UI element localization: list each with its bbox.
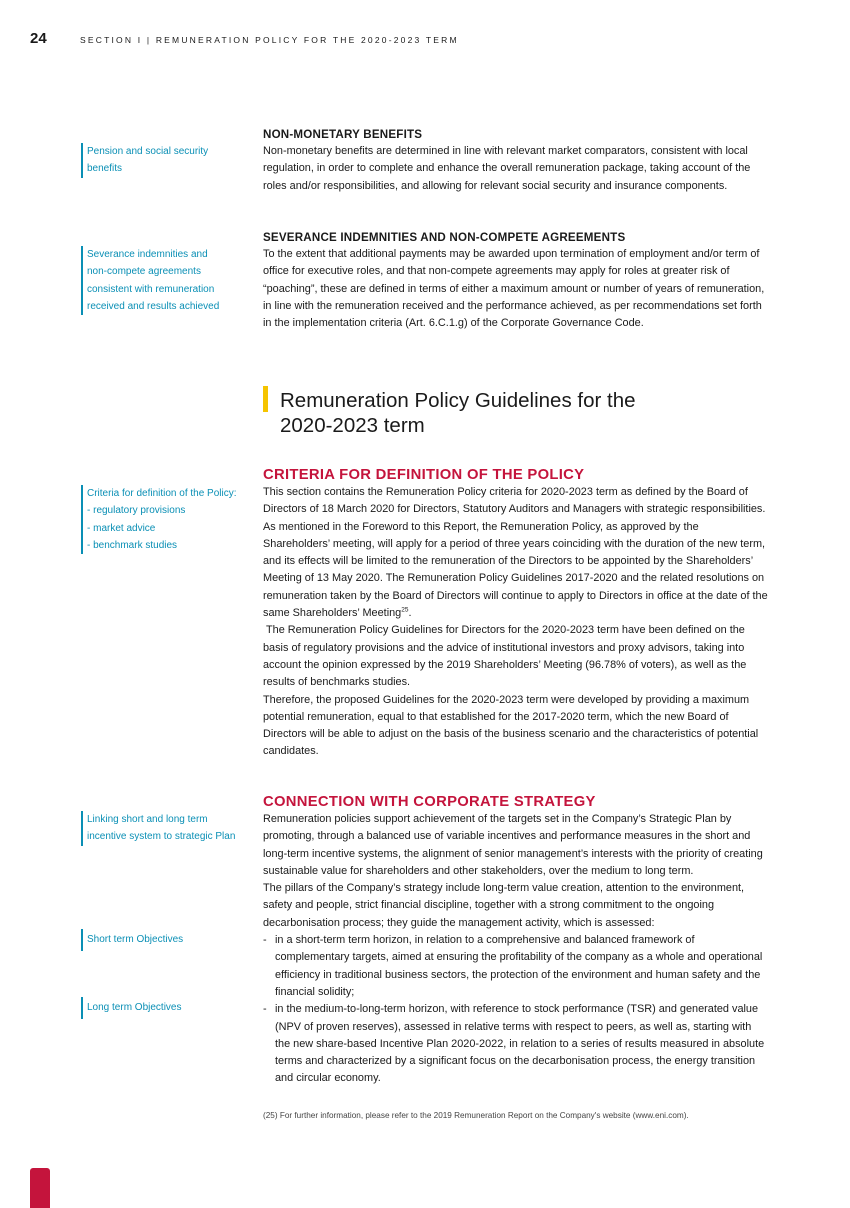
bullet-text: in a short-term term horizon, in relation to a comprehensive and balanced framework of complementary targets, aimed at ensuring the profitability of the company as a whole and operational efficiency in traditional business sectors, the protection of the environment and human safety and the financial solidity;: [275, 934, 763, 998]
sidebar-note-long-term: [81, 997, 182, 1019]
bullet-item: [263, 932, 768, 1001]
sidebar-note-line: incentive system to strategic Plan: [87, 831, 236, 843]
running-head: SECTION I | REMUNERATION POLICY FOR THE 2020-2023 TERM: [80, 35, 459, 45]
page-number: 24: [30, 30, 47, 47]
criteria-paragraph: The Remuneration Policy Guidelines for Directors for the 2020-2023 term have been defined on the basis of regulatory provisions and the advice of institutional investors and proxy advisors, taking into account the opinion expressed by the 2019 Shareholders’ Meeting (96.78% of voters), as well as the results of benchmarks studies.: [263, 624, 747, 689]
bullet-text: in the medium-to-long-term horizon, with reference to stock performance (TSR) and generated value (NPV of proven reserves), assessed in relative terms with respect to peers, as well as, starting with the new share-based Incentive Plan 2020-2022, in relation to a series of results measured in absolute terms and characterized by a significant focus on the decarbonisation process, the energy transition and circular economy.: [275, 1003, 765, 1085]
criteria-paragraph: Therefore, the proposed Guidelines for the 2020-2023 term were developed by providing a maximum potential remuneration, equal to that established for the 2017-2020 term, which the new Board of Directors will be able to adjust on the basis of the business scenario and the characteristics of potential candidates.: [263, 693, 759, 758]
sidebar-note-line: Pension and social security: [87, 146, 209, 157]
sidebar-note-line: benefits: [87, 163, 123, 175]
non-monetary-heading: NON-MONETARY BENEFITS: [263, 128, 423, 141]
connection-paragraph: The pillars of the Company’s strategy include long-term value creation, attention to the environment, safety and people, strict financial discipline, together with a strong commitment to the ongoing decarbonisation process; they guide the management activity, which is assessed:: [263, 882, 745, 929]
bullet-item: [263, 1001, 768, 1087]
sidebar-note-line: received and results achieved: [87, 300, 220, 312]
section-title-line: Remuneration Policy Guidelines for the: [280, 389, 636, 412]
footnote-ref: 25: [401, 606, 409, 614]
sidebar-note-short-term: [81, 929, 183, 951]
criteria-p1-end: .: [408, 607, 412, 620]
criteria-p1-text: This section contains the Remuneration Policy criteria for 2020-2023 term as defined by the Board of Directors of 18 March 2020 for Directors, Statutory Auditors and Managers with strategic responsibilities. As mentioned in the Foreword to this Report, the Remuneration Policy, as approved by the Shareholders’ meeting, will apply for a period of three years coinciding with the duration of the new term, and its effects will be limited to the remuneration of the Directors to be appointed by the Shareholders’ Meeting of 13 May 2020. The Remuneration Policy Guidelines 2017-2020 and the related resolutions on remuneration taken by the Board of Directors will continue to apply to Directors in office at the date of the same Shareholders’ Meeting: [263, 486, 768, 620]
criteria-heading: CRITERIA FOR DEFINITION OF THE POLICY: [263, 467, 585, 483]
sidebar-note-line: consistent with remuneration: [87, 283, 215, 295]
sidebar-note-line: Short term Objectives: [87, 934, 184, 945]
title-accent-bar: [263, 386, 268, 412]
sidebar-note-pension: [81, 143, 208, 178]
connection-section: [263, 794, 768, 1088]
connection-paragraph: Remuneration policies support achievement of the targets set in the Company’s Strategic Plan by promoting, through a balanced use of variable incentives and performance measures in the short and long-term incentive systems, the alignment of senior management’s interests with the priority of creating sustainable value for shareholders and other stakeholders, over the medium to long term.: [263, 813, 763, 877]
sidebar-note-severance: [81, 246, 219, 315]
criteria-paragraph: [263, 484, 768, 622]
non-monetary-text: Non-monetary benefits are determined in line with relevant market comparators, consistent with local regulation, in order to complete and enhance the overall remuneration package, taking account of the roles and/or responsibilities, and allowing for relevant social security and insurance components.: [263, 145, 751, 192]
sidebar-note-line: Long term Objectives: [87, 1002, 182, 1013]
bullet-mark: -: [263, 1003, 267, 1016]
section-title: [280, 388, 636, 438]
severance-section: [263, 229, 768, 332]
sidebar-note-line: non-compete agreements: [87, 266, 201, 278]
sidebar-note-criteria: [81, 485, 237, 554]
sidebar-note-linking: [81, 811, 235, 846]
sidebar-note-line: - regulatory provisions: [87, 505, 186, 517]
criteria-section: [263, 467, 768, 761]
footnote: (25) For further information, please refer to the 2019 Remuneration Report on the Company's website (www.eni.com).: [263, 1111, 689, 1120]
non-monetary-section: [263, 126, 768, 195]
sidebar-note-line: Linking short and long term: [87, 814, 208, 825]
page-edge-tab: [30, 1168, 50, 1208]
section-title-line: 2020-2023 term: [280, 414, 425, 437]
sidebar-note-line: - benchmark studies: [87, 539, 178, 551]
severance-heading: SEVERANCE INDEMNITIES AND NON-COMPETE AGREEMENTS: [263, 231, 626, 244]
bullet-mark: -: [263, 934, 267, 947]
sidebar-note-line: Severance indemnities and: [87, 249, 208, 260]
sidebar-note-line: Criteria for definition of the Policy:: [87, 488, 237, 499]
severance-text: To the extent that additional payments may be awarded upon termination of employment and/or term of office for executive roles, and that non-compete agreements may apply for roles at greater risk of “poaching”, these are defined in terms of either a maximum amount or number of years of remuneration, in line with the remuneration received and the performance achieved, as per recommendations set forth in the implementation criteria (Art. 6.C.1.g) of the Corporate Governance Code.: [263, 248, 765, 330]
sidebar-note-line: - market advice: [87, 522, 156, 534]
connection-heading: CONNECTION WITH CORPORATE STRATEGY: [263, 794, 596, 810]
